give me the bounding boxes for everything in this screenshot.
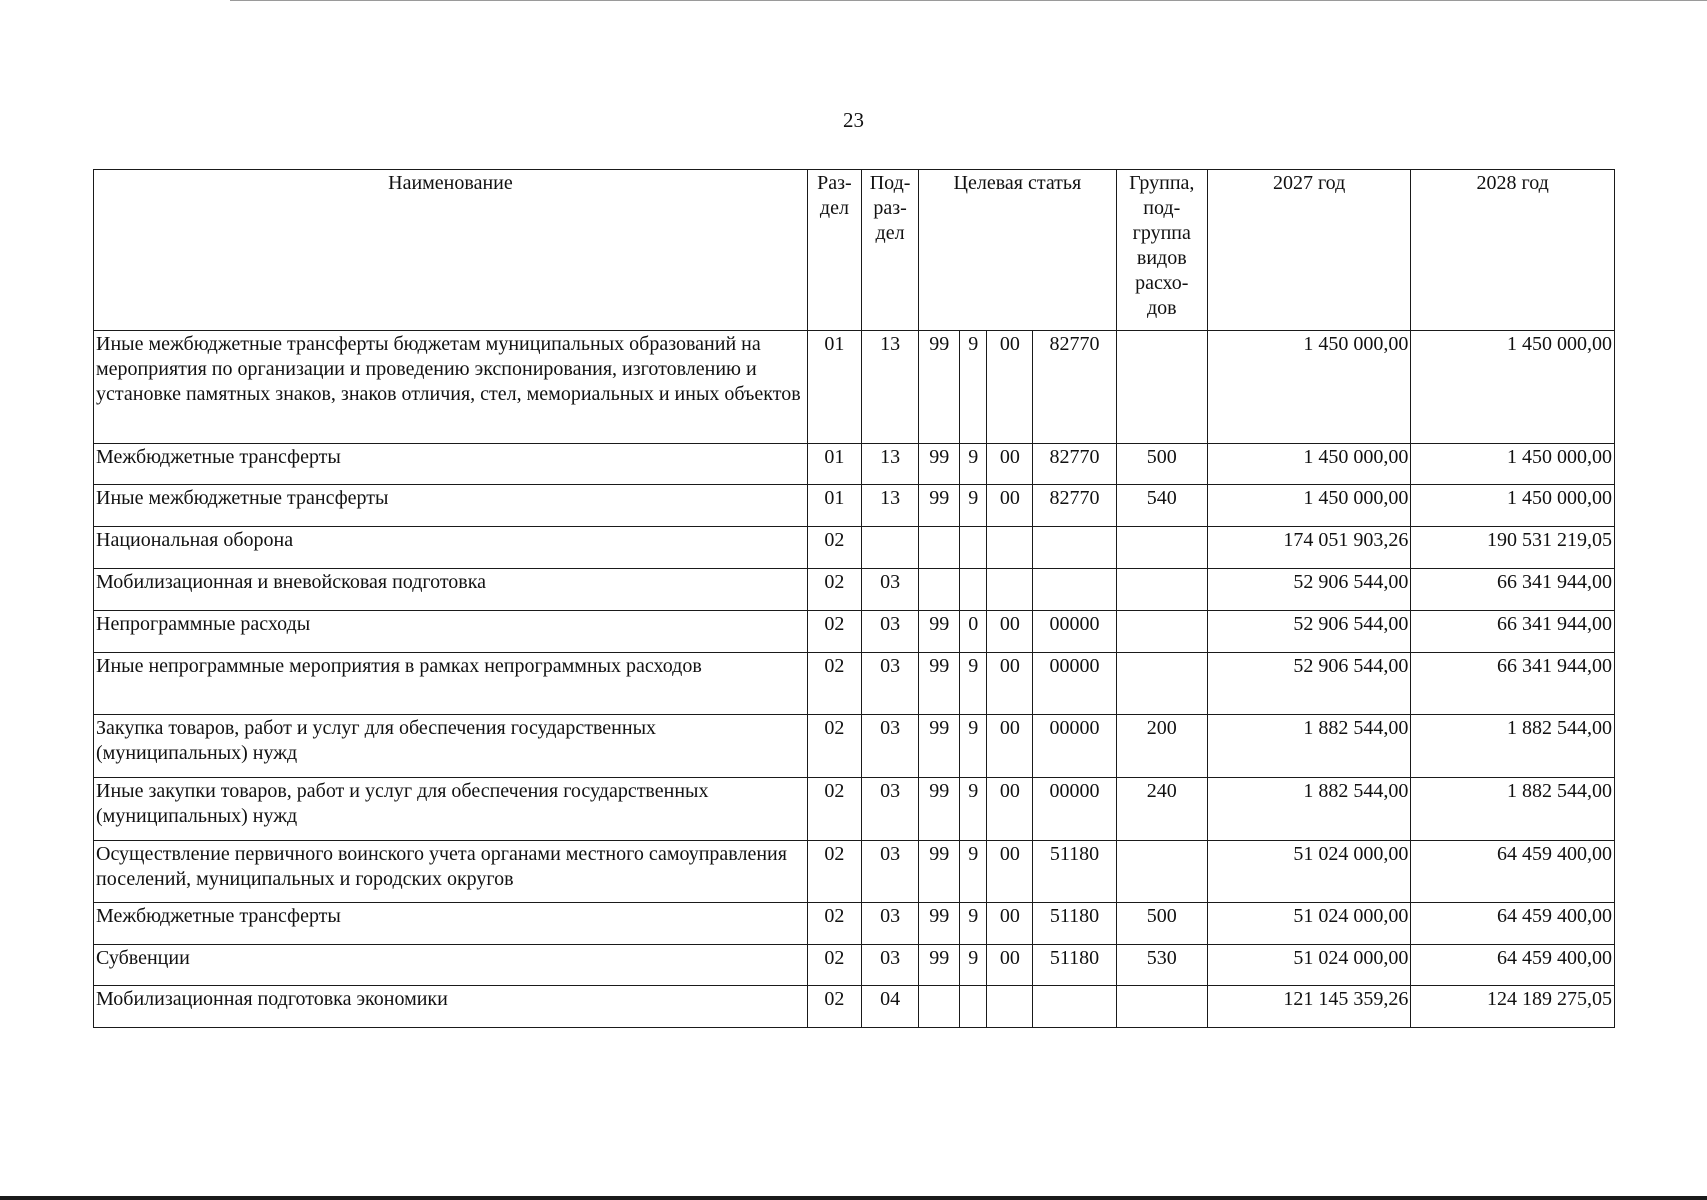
row-amount-2028: 1 450 000,00 bbox=[1411, 444, 1615, 485]
row-target-code bbox=[1033, 569, 1116, 611]
row-subsection: 13 bbox=[862, 331, 919, 444]
row-target-subprogram: 9 bbox=[960, 653, 987, 715]
row-target-subprogram: 9 bbox=[960, 945, 987, 986]
header-section bbox=[807, 170, 861, 331]
table-row bbox=[94, 569, 1615, 611]
row-name: Иные межбюджетные трансферты бюджетам муниципальных образований на мероприятия по организации и проведению экспонирования, изготовлению и установке памятных знаков, знаков отличия, стел, мемориальных и иных объектов bbox=[94, 331, 808, 444]
row-subsection: 04 bbox=[862, 986, 919, 1028]
header-name: Наименование bbox=[94, 170, 808, 331]
row-amount-2027: 1 882 544,00 bbox=[1207, 715, 1411, 778]
row-subsection: 03 bbox=[862, 841, 919, 903]
row-target-subprogram bbox=[960, 986, 987, 1028]
row-subsection: 03 bbox=[862, 569, 919, 611]
row-amount-2027: 52 906 544,00 bbox=[1207, 611, 1411, 653]
table-row bbox=[94, 444, 1615, 485]
header-subsection-text: Под- раз- дел bbox=[869, 172, 911, 244]
row-amount-2028: 124 189 275,05 bbox=[1411, 986, 1615, 1028]
row-target-direction bbox=[987, 986, 1033, 1028]
row-name: Иные закупки товаров, работ и услуг для обеспечения государственных (муниципальных) нужд bbox=[94, 778, 808, 841]
table-row bbox=[94, 653, 1615, 715]
row-section: 02 bbox=[807, 715, 861, 778]
row-target-subprogram: 9 bbox=[960, 331, 987, 444]
row-section: 01 bbox=[807, 485, 861, 527]
row-amount-2027: 1 450 000,00 bbox=[1207, 485, 1411, 527]
scan-edge-top bbox=[230, 0, 1707, 1]
row-expense-group bbox=[1116, 841, 1207, 903]
row-target-program: 99 bbox=[919, 653, 960, 715]
row-name: Мобилизационная и вневойсковая подготовка bbox=[94, 569, 808, 611]
row-amount-2028: 1 450 000,00 bbox=[1411, 331, 1615, 444]
table-row bbox=[94, 778, 1615, 841]
row-name: Осуществление первичного воинского учета органами местного самоуправления поселений, муниципальных и городских округов bbox=[94, 841, 808, 903]
row-target-program: 99 bbox=[919, 611, 960, 653]
row-amount-2028: 190 531 219,05 bbox=[1411, 527, 1615, 569]
table-row bbox=[94, 841, 1615, 903]
row-expense-group bbox=[1116, 611, 1207, 653]
row-name: Национальная оборона bbox=[94, 527, 808, 569]
row-target-direction: 00 bbox=[987, 653, 1033, 715]
row-amount-2028: 66 341 944,00 bbox=[1411, 611, 1615, 653]
row-target-direction: 00 bbox=[987, 945, 1033, 986]
table-row bbox=[94, 527, 1615, 569]
row-name: Мобилизационная подготовка экономики bbox=[94, 986, 808, 1028]
row-target-direction: 00 bbox=[987, 331, 1033, 444]
row-subsection: 03 bbox=[862, 653, 919, 715]
row-section: 02 bbox=[807, 527, 861, 569]
row-expense-group: 240 bbox=[1116, 778, 1207, 841]
row-amount-2027: 52 906 544,00 bbox=[1207, 653, 1411, 715]
header-row bbox=[94, 170, 1615, 331]
row-name: Субвенции bbox=[94, 945, 808, 986]
row-amount-2027: 121 145 359,26 bbox=[1207, 986, 1411, 1028]
row-target-program: 99 bbox=[919, 485, 960, 527]
row-target-subprogram: 9 bbox=[960, 841, 987, 903]
row-amount-2027: 51 024 000,00 bbox=[1207, 903, 1411, 945]
row-amount-2027: 51 024 000,00 bbox=[1207, 945, 1411, 986]
row-target-program bbox=[919, 527, 960, 569]
row-expense-group: 200 bbox=[1116, 715, 1207, 778]
row-target-program: 99 bbox=[919, 841, 960, 903]
row-target-program: 99 bbox=[919, 903, 960, 945]
row-target-subprogram bbox=[960, 527, 987, 569]
row-target-code: 00000 bbox=[1033, 653, 1116, 715]
row-amount-2027: 1 450 000,00 bbox=[1207, 331, 1411, 444]
header-2028: 2028 год bbox=[1411, 170, 1615, 331]
row-target-subprogram: 0 bbox=[960, 611, 987, 653]
row-amount-2027: 1 450 000,00 bbox=[1207, 444, 1411, 485]
header-expense-group-text: Группа, под- группа видов расхо- дов bbox=[1129, 172, 1195, 319]
row-subsection: 03 bbox=[862, 715, 919, 778]
row-target-program: 99 bbox=[919, 945, 960, 986]
row-amount-2028: 64 459 400,00 bbox=[1411, 945, 1615, 986]
row-target-program: 99 bbox=[919, 715, 960, 778]
row-section: 02 bbox=[807, 653, 861, 715]
row-target-program bbox=[919, 986, 960, 1028]
row-amount-2027: 51 024 000,00 bbox=[1207, 841, 1411, 903]
row-target-code: 82770 bbox=[1033, 485, 1116, 527]
row-amount-2028: 66 341 944,00 bbox=[1411, 569, 1615, 611]
row-expense-group bbox=[1116, 986, 1207, 1028]
table-row bbox=[94, 986, 1615, 1028]
row-target-code: 51180 bbox=[1033, 945, 1116, 986]
header-expense-group bbox=[1116, 170, 1207, 331]
row-subsection: 13 bbox=[862, 485, 919, 527]
row-name: Иные непрограммные мероприятия в рамках непрограммных расходов bbox=[94, 653, 808, 715]
scan-edge-bottom bbox=[0, 1196, 1707, 1200]
row-target-code: 00000 bbox=[1033, 611, 1116, 653]
row-target-direction bbox=[987, 527, 1033, 569]
row-expense-group bbox=[1116, 331, 1207, 444]
row-target-direction: 00 bbox=[987, 778, 1033, 841]
row-section: 02 bbox=[807, 945, 861, 986]
header-subsection bbox=[862, 170, 919, 331]
row-expense-group: 540 bbox=[1116, 485, 1207, 527]
row-amount-2027: 52 906 544,00 bbox=[1207, 569, 1411, 611]
row-target-program: 99 bbox=[919, 444, 960, 485]
row-name: Межбюджетные трансферты bbox=[94, 444, 808, 485]
row-section: 02 bbox=[807, 778, 861, 841]
row-expense-group: 500 bbox=[1116, 903, 1207, 945]
table-row bbox=[94, 331, 1615, 444]
budget-table bbox=[93, 169, 1615, 1028]
row-amount-2028: 64 459 400,00 bbox=[1411, 903, 1615, 945]
row-target-subprogram: 9 bbox=[960, 778, 987, 841]
row-target-direction: 00 bbox=[987, 444, 1033, 485]
row-target-subprogram: 9 bbox=[960, 903, 987, 945]
row-target-direction: 00 bbox=[987, 841, 1033, 903]
header-2027: 2027 год bbox=[1207, 170, 1411, 331]
row-amount-2028: 1 450 000,00 bbox=[1411, 485, 1615, 527]
row-section: 02 bbox=[807, 903, 861, 945]
row-target-program bbox=[919, 569, 960, 611]
row-target-code: 00000 bbox=[1033, 715, 1116, 778]
row-subsection: 13 bbox=[862, 444, 919, 485]
page-number: 23 bbox=[843, 108, 864, 132]
row-amount-2028: 66 341 944,00 bbox=[1411, 653, 1615, 715]
row-subsection: 03 bbox=[862, 903, 919, 945]
row-expense-group bbox=[1116, 527, 1207, 569]
table-row bbox=[94, 611, 1615, 653]
row-expense-group bbox=[1116, 653, 1207, 715]
row-amount-2027: 174 051 903,26 bbox=[1207, 527, 1411, 569]
row-subsection: 03 bbox=[862, 778, 919, 841]
table-row bbox=[94, 715, 1615, 778]
row-expense-group bbox=[1116, 569, 1207, 611]
row-expense-group: 530 bbox=[1116, 945, 1207, 986]
row-amount-2028: 1 882 544,00 bbox=[1411, 715, 1615, 778]
row-section: 01 bbox=[807, 444, 861, 485]
row-target-subprogram bbox=[960, 569, 987, 611]
row-target-code: 00000 bbox=[1033, 778, 1116, 841]
row-target-code bbox=[1033, 986, 1116, 1028]
row-target-code: 82770 bbox=[1033, 444, 1116, 485]
row-subsection: 03 bbox=[862, 611, 919, 653]
row-target-code bbox=[1033, 527, 1116, 569]
row-section: 02 bbox=[807, 611, 861, 653]
row-expense-group: 500 bbox=[1116, 444, 1207, 485]
row-section: 01 bbox=[807, 331, 861, 444]
row-section: 02 bbox=[807, 569, 861, 611]
row-amount-2028: 64 459 400,00 bbox=[1411, 841, 1615, 903]
row-target-direction: 00 bbox=[987, 715, 1033, 778]
row-section: 02 bbox=[807, 841, 861, 903]
row-name: Непрограммные расходы bbox=[94, 611, 808, 653]
header-section-text: Раз- дел bbox=[817, 172, 852, 219]
row-target-code: 82770 bbox=[1033, 331, 1116, 444]
row-target-code: 51180 bbox=[1033, 841, 1116, 903]
row-target-program: 99 bbox=[919, 778, 960, 841]
row-name: Межбюджетные трансферты bbox=[94, 903, 808, 945]
row-target-direction: 00 bbox=[987, 485, 1033, 527]
row-target-program: 99 bbox=[919, 331, 960, 444]
row-target-direction bbox=[987, 569, 1033, 611]
row-target-code: 51180 bbox=[1033, 903, 1116, 945]
table-body bbox=[94, 331, 1615, 1028]
row-target-direction: 00 bbox=[987, 611, 1033, 653]
row-amount-2027: 1 882 544,00 bbox=[1207, 778, 1411, 841]
table-row bbox=[94, 485, 1615, 527]
table-row bbox=[94, 945, 1615, 986]
table-row bbox=[94, 903, 1615, 945]
row-name: Закупка товаров, работ и услуг для обеспечения государственных (муниципальных) нужд bbox=[94, 715, 808, 778]
row-name: Иные межбюджетные трансферты bbox=[94, 485, 808, 527]
row-section: 02 bbox=[807, 986, 861, 1028]
row-target-subprogram: 9 bbox=[960, 485, 987, 527]
row-subsection: 03 bbox=[862, 945, 919, 986]
row-subsection bbox=[862, 527, 919, 569]
row-amount-2028: 1 882 544,00 bbox=[1411, 778, 1615, 841]
row-target-direction: 00 bbox=[987, 903, 1033, 945]
row-target-subprogram: 9 bbox=[960, 444, 987, 485]
header-target-article: Целевая статья bbox=[919, 170, 1117, 331]
row-target-subprogram: 9 bbox=[960, 715, 987, 778]
